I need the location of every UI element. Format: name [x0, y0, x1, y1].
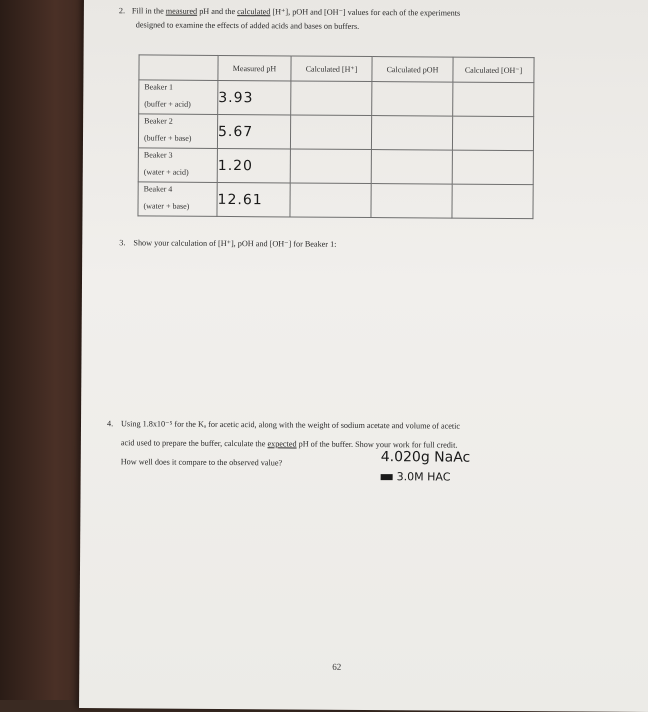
question-3-text: Show your calculation of [H⁺], pOH and [OH⁻] for Beaker 1:	[133, 238, 337, 249]
question-2-number: 2.	[118, 6, 126, 16]
measured-ph-cell[interactable]: 3.93	[218, 80, 291, 115]
table-header-calculated-poh: Calculated pOH	[372, 57, 453, 83]
table-row	[138, 148, 533, 185]
calculated-oh-cell[interactable]	[452, 116, 533, 151]
measured-ph-cell[interactable]: 5.67	[217, 114, 290, 149]
table-header-row	[139, 55, 534, 83]
calculated-poh-cell[interactable]	[372, 82, 453, 117]
row-label: Beaker 2 (buffer + base)	[138, 114, 217, 149]
calculated-h-cell[interactable]	[290, 149, 371, 184]
handwritten-note-sodium-acetate: 4.020g NaAc	[380, 449, 471, 466]
calculated-h-cell[interactable]	[290, 115, 371, 150]
measured-ph-cell[interactable]: 1.20	[217, 148, 290, 183]
handwritten-note-acetic-acid: 3.0M HAC	[381, 470, 451, 483]
question-3-number: 3.	[119, 238, 126, 248]
row-label: Beaker 1 (buffer + acid)	[139, 80, 218, 115]
question-4-line-3: How well does it compare to the observed value?	[120, 457, 283, 468]
results-table	[137, 54, 534, 219]
page-number: 62	[332, 661, 342, 672]
calculated-poh-cell[interactable]	[371, 150, 452, 185]
question-4-line-2: acid used to prepare the buffer, calculate the expected pH of the buffer. Show your work for full credit.	[120, 438, 458, 450]
scribble-mark	[381, 474, 393, 480]
measured-ph-cell[interactable]: 12.61	[217, 182, 290, 217]
question-2	[118, 4, 549, 31]
row-label: Beaker 3 (water + acid)	[138, 148, 217, 183]
question-3	[119, 237, 336, 249]
question-4-number: 4.	[106, 419, 114, 429]
table-header-calculated-h: Calculated [H⁺]	[291, 56, 372, 82]
worksheet-page	[79, 0, 648, 712]
calculated-h-cell[interactable]	[291, 81, 372, 116]
calculated-h-cell[interactable]	[290, 183, 371, 218]
calculated-oh-cell[interactable]	[452, 184, 533, 219]
question-2-line-1: Fill in the measured pH and the calculated [H⁺], pOH and [OH⁻] values for each of the experiments	[131, 6, 461, 18]
calculated-oh-cell[interactable]	[453, 82, 534, 117]
table-header-measured-ph: Measured pH	[218, 55, 291, 81]
row-label: Beaker 4 (water + base)	[138, 182, 217, 217]
table-row	[139, 80, 534, 117]
calculated-poh-cell[interactable]	[371, 116, 452, 151]
table-row	[138, 182, 533, 219]
table-row	[138, 114, 533, 151]
table-header-calculated-oh: Calculated [OH⁻]	[453, 57, 534, 83]
table-header-blank	[139, 55, 218, 81]
calculated-poh-cell[interactable]	[371, 184, 452, 219]
calculated-oh-cell[interactable]	[452, 150, 533, 185]
question-4-line-1: Using 1.8x10⁻⁵ for the Kₐ for acetic acid, along with the weight of sodium acetate and volume of acetic	[120, 419, 461, 431]
question-2-line-2: designed to examine the effects of added acids and bases on buffers.	[135, 20, 360, 31]
